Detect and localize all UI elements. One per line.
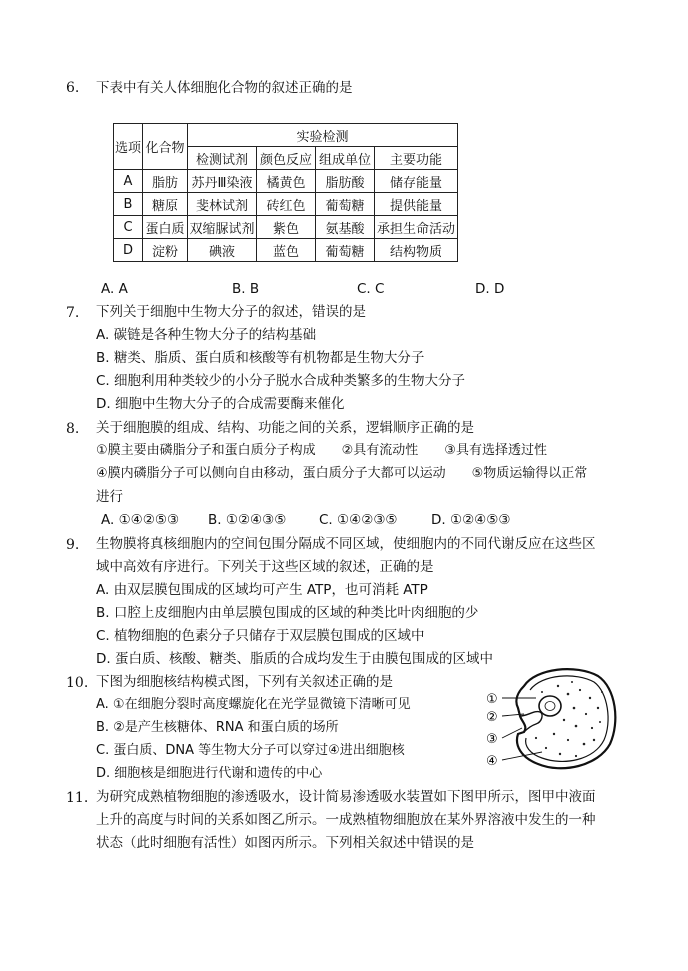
option-a[interactable]: A. 碳链是各种生物大分子的结构基础	[96, 327, 317, 343]
question-number: 10.	[66, 675, 89, 691]
table-cell: 葡萄糖	[316, 239, 375, 262]
table-cell: 葡萄糖	[316, 193, 375, 216]
question-number: 11.	[66, 790, 89, 806]
option-a[interactable]: A. ①在细胞分裂时高度螺旋化在光学显微镜下清晰可见	[96, 697, 411, 712]
option-c[interactable]: C. ①④②③⑤	[319, 512, 398, 528]
table-row	[114, 124, 458, 147]
question-number: 7.	[66, 305, 80, 321]
table-subheader: 颜色反应	[257, 147, 316, 170]
question-stem: 下表中有关人体细胞化合物的叙述正确的是	[96, 80, 353, 96]
question-stem: 上升的高度与时间的关系如图乙所示。一成熟植物细胞放在某外界溶液中发生的一种	[96, 812, 596, 828]
option-b[interactable]: B. 口腔上皮细胞内由单层膜包围成的区域的种类比叶肉细胞的少	[96, 605, 479, 621]
question-number: 6.	[66, 80, 80, 96]
table-row	[114, 193, 458, 216]
statement-line: 进行	[96, 489, 123, 505]
option-d[interactable]: D. D	[475, 281, 505, 297]
table-cell: 提供能量	[375, 193, 458, 216]
option-d[interactable]: D. 蛋白质、核酸、糖类、脂质的合成均发生于由膜包围成的区域中	[96, 651, 493, 667]
option-d[interactable]: D. 细胞中生物大分子的合成需要酶来催化	[96, 396, 345, 412]
question-stem: 域中高效有序进行。下列关于这些区域的叙述，正确的是	[96, 559, 434, 575]
table-cell: D	[114, 239, 143, 262]
question-number: 9.	[66, 537, 80, 553]
diagram-label: ②	[486, 710, 498, 725]
table-subheader: 检测试剂	[188, 147, 257, 170]
option-c[interactable]: C. 细胞利用种类较少的小分子脱水合成种类繁多的生物大分子	[96, 373, 466, 389]
table-cell: 糖原	[143, 193, 188, 216]
option-a[interactable]: A. 由双层膜包围成的区域均可产生 ATP，也可消耗 ATP	[96, 582, 428, 598]
diagram-label: ④	[486, 754, 498, 769]
table-header-compound: 化合物	[143, 124, 188, 170]
table-cell: 紫色	[257, 216, 316, 239]
table-cell: A	[114, 170, 143, 193]
table-cell: C	[114, 216, 143, 239]
option-b[interactable]: B. 糖类、脂质、蛋白质和核酸等有机物都是生物大分子	[96, 350, 425, 366]
table-header-experiment: 实验检测	[188, 124, 458, 147]
table-cell: 结构物质	[375, 239, 458, 262]
question-stem: 下图为细胞核结构模式图，下列有关叙述正确的是	[96, 674, 393, 690]
question-stem: 状态（此时细胞有活性）如图丙所示。下列相关叙述中错误的是	[96, 835, 474, 851]
option-d[interactable]: D. 细胞核是细胞进行代谢和遗传的中心	[96, 766, 323, 781]
table-cell: 脂肪	[143, 170, 188, 193]
table-cell: 蓝色	[257, 239, 316, 262]
statement-line: ①膜主要由磷脂分子和蛋白质分子构成 ②具有流动性 ③具有选择透过性	[96, 443, 547, 458]
table-cell: 苏丹Ⅲ染液	[188, 170, 257, 193]
nucleus-illustration	[484, 664, 619, 774]
table-header-option: 选项	[114, 124, 143, 170]
table-cell: B	[114, 193, 143, 216]
question-stem: 生物膜将真核细胞内的空间包围分隔成不同区域，使细胞内的不同代谢反应在这些区	[96, 536, 596, 552]
table-subheader: 主要功能	[375, 147, 458, 170]
table-row	[114, 170, 458, 193]
option-c[interactable]: C. C	[357, 281, 385, 297]
nucleus-diagram	[484, 664, 619, 774]
option-b[interactable]: B. B	[232, 281, 260, 297]
question-stem: 为研究成熟植物细胞的渗透吸水，设计简易渗透吸水装置如下图甲所示，图甲中液面	[96, 789, 596, 805]
question-stem: 下列关于细胞中生物大分子的叙述，错误的是	[96, 304, 366, 320]
table-cell: 双缩脲试剂	[188, 216, 257, 239]
table-cell: 氨基酸	[316, 216, 375, 239]
table-cell: 淀粉	[143, 239, 188, 262]
option-b[interactable]: B. ②是产生核糖体、RNA 和蛋白质的场所	[96, 720, 339, 735]
table-cell: 脂肪酸	[316, 170, 375, 193]
compound-table	[113, 123, 458, 262]
table-cell: 蛋白质	[143, 216, 188, 239]
table-cell: 碘液	[188, 239, 257, 262]
option-a[interactable]: A. A	[101, 281, 128, 297]
question-number: 8.	[66, 421, 80, 437]
diagram-label: ③	[486, 732, 498, 747]
diagram-label: ①	[486, 692, 498, 707]
option-c[interactable]: C. 蛋白质、DNA 等生物大分子可以穿过④进出细胞核	[96, 743, 405, 758]
table-cell: 斐林试剂	[188, 193, 257, 216]
table-row	[114, 216, 458, 239]
table-row	[114, 239, 458, 262]
option-b[interactable]: B. ①②④③⑤	[208, 512, 287, 528]
table-cell: 储存能量	[375, 170, 458, 193]
table-cell: 橘黄色	[257, 170, 316, 193]
option-a[interactable]: A. ①④②⑤③	[101, 512, 180, 528]
option-c[interactable]: C. 植物细胞的色素分子只储存于双层膜包围成的区域中	[96, 628, 425, 644]
table-cell: 砖红色	[257, 193, 316, 216]
question-stem: 关于细胞膜的组成、结构、功能之间的关系，逻辑顺序正确的是	[96, 420, 474, 436]
statement-line: ④膜内磷脂分子可以侧向自由移动，蛋白质分子大都可以运动 ⑤物质运输得以正常	[96, 466, 588, 481]
table-subheader: 组成单位	[316, 147, 375, 170]
option-d[interactable]: D. ①②④⑤③	[431, 512, 511, 528]
table-cell: 承担生命活动	[375, 216, 458, 239]
